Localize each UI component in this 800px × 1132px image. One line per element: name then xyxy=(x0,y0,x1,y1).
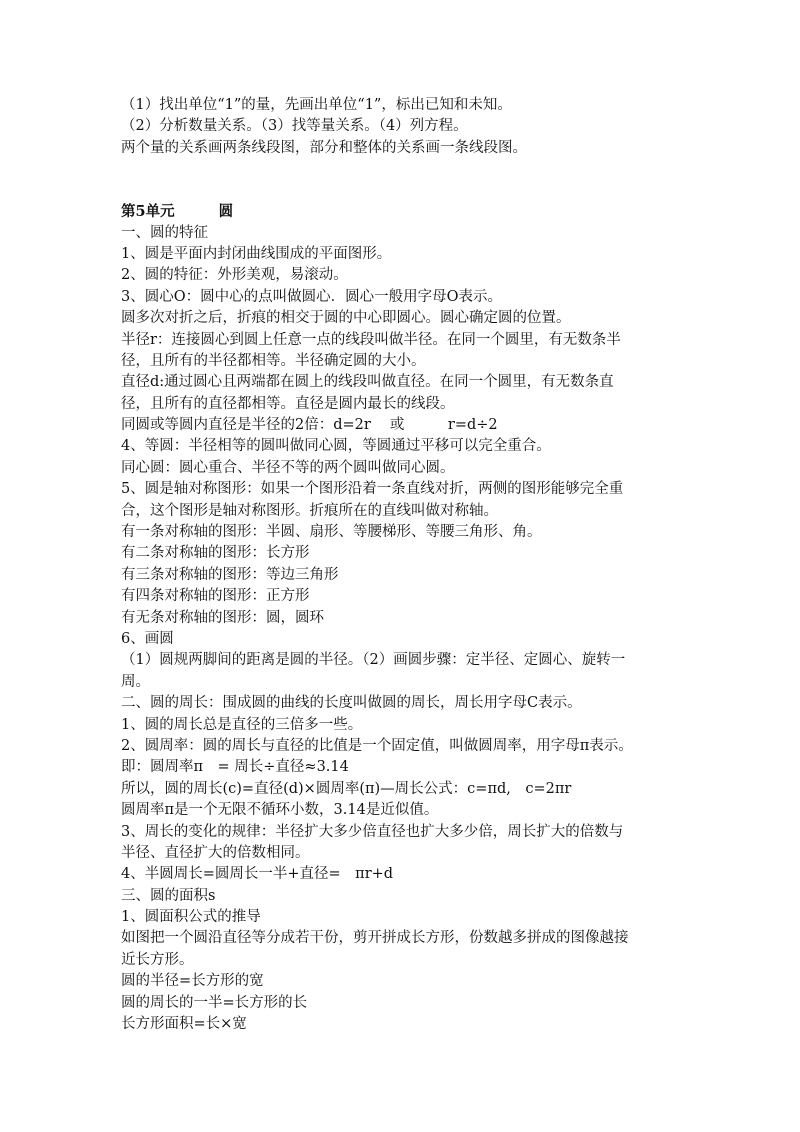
text-line: 有二条对称轴的图形：长方形 xyxy=(121,545,310,562)
text-line: 如图把一个圆沿直径等分成若干份，剪开拼成长方形，份数越多拼成的图像越接 xyxy=(121,930,629,947)
text-line: 径，且所有的半径都相等。半径确定圆的大小。 xyxy=(121,352,426,369)
text-line: 直径d:通过圆心且两端都在圆上的线段叫做直径。在同一个圆里，有无数条直 xyxy=(121,374,614,391)
unit-label: 第5单元 xyxy=(121,203,175,221)
text-line: （1）圆规两脚间的距离是圆的半径。（2）画圆步骤：定半径、定圆心、旋转一 xyxy=(121,652,626,669)
intro-line: 两个量的关系画两条线段图，部分和整体的关系画一条线段图。 xyxy=(121,139,527,156)
text-line: 有三条对称轴的图形：等边三角形 xyxy=(121,566,339,583)
text-line: 3、圆心O：圆中心的点叫做圆心．圆心一般用字母O表示。 xyxy=(121,288,502,305)
text-line: 1、圆的周长总是直径的三倍多一些。 xyxy=(121,716,363,733)
text-line: 圆的周长的一半=长方形的长 xyxy=(121,994,308,1011)
text-line: 径，且所有的直径都相等。直径是圆内最长的线段。 xyxy=(121,395,455,412)
text-line: 4、等圆：半径相等的圆叫做同心圆，等圆通过平移可以完全重合。 xyxy=(121,438,551,455)
formula-line: 所以，圆的周长(c)=直径(d)×圆周率(π)—周长公式：c=πd, c=2πr xyxy=(121,780,572,797)
text-line: 近长方形。 xyxy=(121,951,194,968)
text-line: 2、圆周率：圆的周长与直径的比值是一个固定值，叫做圆周率，用字母π表示。 xyxy=(121,737,633,754)
text-line: 半径r：连接圆心到圆上任意一点的线段叫做半径。在同一个圆里，有无数条半 xyxy=(121,331,621,348)
text-line: 圆多次对折之后，折痕的相交于圆的中心即圆心。圆心确定圆的位置。 xyxy=(121,310,571,327)
text-line: 5、圆是轴对称图形：如果一个图形沿着一条直线对折，两侧的图形能够完全重 xyxy=(121,481,624,498)
text-line: 1、圆面积公式的推导 xyxy=(121,909,261,926)
formula-line: 同圆或等圆内直径是半径的2倍：d=2r 或 r=d÷2 xyxy=(121,417,498,434)
unit-name: 圆 xyxy=(218,203,234,221)
section-heading: 二、圆的周长：围成圆的曲线的长度叫做圆的周长，周长用字母C表示。 xyxy=(121,695,582,712)
formula-line: 4、半圆周长=圆周长一半+直径= πr+d xyxy=(121,866,394,883)
text-line: 半径、直径扩大的倍数相同。 xyxy=(121,844,310,861)
text-line: 圆的半径=长方形的宽 xyxy=(121,973,264,990)
section-heading: 三、圆的面积s xyxy=(121,887,216,904)
text-line: 2、圆的特征：外形美观，易滚动。 xyxy=(121,267,348,284)
text-line: 有无条对称轴的图形：圆，圆环 xyxy=(121,609,324,626)
text-line: 6、画圆 xyxy=(121,630,174,647)
text-line: 有四条对称轴的图形：正方形 xyxy=(121,588,310,605)
document-page xyxy=(121,95,691,1035)
section-heading: 一、圆的特征 xyxy=(121,224,208,241)
intro-line: （2）分析数量关系。（3）找等量关系。（4）列方程。 xyxy=(121,118,468,135)
text-line: 同心圆：圆心重合、半径不等的两个圆叫做同心圆。 xyxy=(121,459,455,476)
text-line: 3、周长的变化的规律：半径扩大多少倍直径也扩大多少倍，周长扩大的倍数与 xyxy=(121,823,624,840)
text-line: 合，这个图形是轴对称图形。折痕所在的直线叫做对称轴。 xyxy=(121,502,498,519)
intro-line: （1）找出单位“1”的量，先画出单位“1”，标出已知和未知。 xyxy=(121,97,512,113)
formula-line: 即：圆周率π = 周长÷直径≈3.14 xyxy=(121,759,349,776)
text-line: 1、圆是平面内封闭曲线围成的平面图形。 xyxy=(121,245,392,262)
text-line: 有一条对称轴的图形：半圆、扇形、等腰梯形、等腰三角形、角。 xyxy=(121,524,542,541)
formula-line: 长方形面积=长×宽 xyxy=(121,1016,247,1033)
text-line: 圆周率π是一个无限不循环小数，3.14是近似值。 xyxy=(121,802,439,819)
unit-heading xyxy=(121,201,691,222)
text-line: 周。 xyxy=(121,673,150,690)
